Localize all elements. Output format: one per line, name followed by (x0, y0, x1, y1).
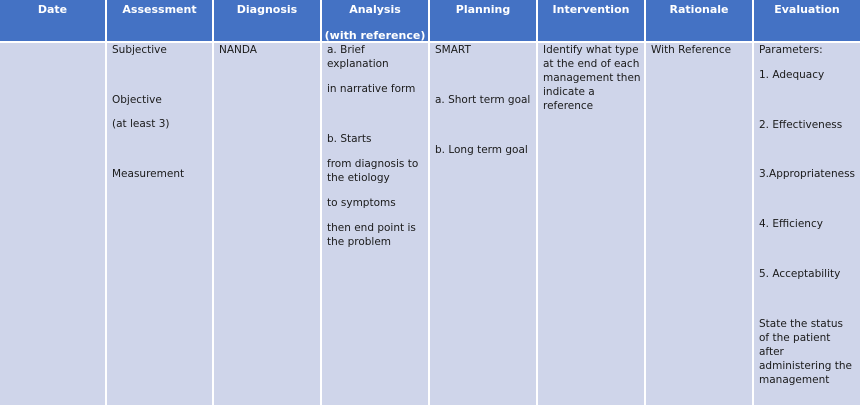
evaluation-efficiency: 4. Efficiency (759, 218, 823, 230)
analysis-to-symptoms: to symptoms (327, 197, 396, 209)
column-evaluation (754, 0, 860, 405)
assessment-objective: Objective (112, 94, 162, 106)
header-rationale (646, 0, 752, 41)
assessment-subjective: Subjective (112, 44, 167, 56)
column-analysis (322, 0, 428, 405)
header-planning-label: Planning (455, 3, 511, 16)
assessment-at-least: (at least 3) (112, 118, 170, 130)
intervention-text: Identify what type at the end of each management then indicate a reference (543, 44, 641, 112)
cell-assessment (107, 43, 212, 405)
header-planning (430, 0, 536, 41)
header-diagnosis-label: Diagnosis (236, 3, 298, 16)
cell-diagnosis (214, 43, 320, 405)
analysis-starts: b. Starts (327, 133, 372, 145)
planning-long-term: b. Long term goal (435, 144, 528, 156)
evaluation-parameters: Parameters: (759, 44, 823, 56)
header-analysis-sub: (with reference) (324, 29, 426, 42)
header-intervention-label: Intervention (552, 3, 630, 16)
header-evaluation-label: Evaluation (774, 3, 840, 16)
header-assessment-label: Assessment (122, 3, 197, 16)
analysis-from-diagnosis: from diagnosis to the etiology (327, 158, 419, 184)
column-assessment (107, 0, 212, 405)
header-date-label: Date (37, 3, 68, 16)
assessment-measurement: Measurement (112, 168, 185, 180)
analysis-narrative: in narrative form (327, 83, 416, 95)
diagnosis-nanda: NANDA (219, 44, 257, 56)
column-rationale (646, 0, 752, 405)
header-intervention (538, 0, 644, 41)
header-date (0, 0, 105, 41)
cell-planning (430, 43, 536, 405)
evaluation-effectiveness: 2. Effectiveness (759, 119, 843, 131)
header-rationale-label: Rationale (669, 3, 729, 16)
cell-evaluation (754, 43, 860, 405)
cell-analysis (322, 43, 428, 405)
header-assessment (107, 0, 212, 41)
planning-short-term: a. Short term goal (435, 94, 531, 106)
column-intervention (538, 0, 644, 405)
planning-smart: SMART (435, 44, 471, 56)
evaluation-appropriateness: 3.Appropriateness (759, 168, 856, 180)
cell-rationale (646, 43, 752, 405)
cell-intervention (538, 43, 644, 405)
column-diagnosis (214, 0, 320, 405)
analysis-brief: a. Brief explanation (327, 44, 389, 70)
evaluation-status: State the status of the patient after administering the management (759, 318, 852, 386)
header-evaluation (754, 0, 860, 41)
cell-date (0, 43, 105, 405)
rationale-text: With Reference (651, 44, 732, 56)
header-diagnosis (214, 0, 320, 41)
column-date (0, 0, 105, 405)
evaluation-acceptability: 5. Acceptability (759, 268, 841, 280)
header-analysis (322, 0, 428, 41)
header-analysis-label: Analysis (349, 3, 401, 16)
evaluation-adequacy: 1. Adequacy (759, 69, 825, 81)
analysis-end-point: then end point is the problem (327, 222, 416, 248)
column-planning (430, 0, 536, 405)
